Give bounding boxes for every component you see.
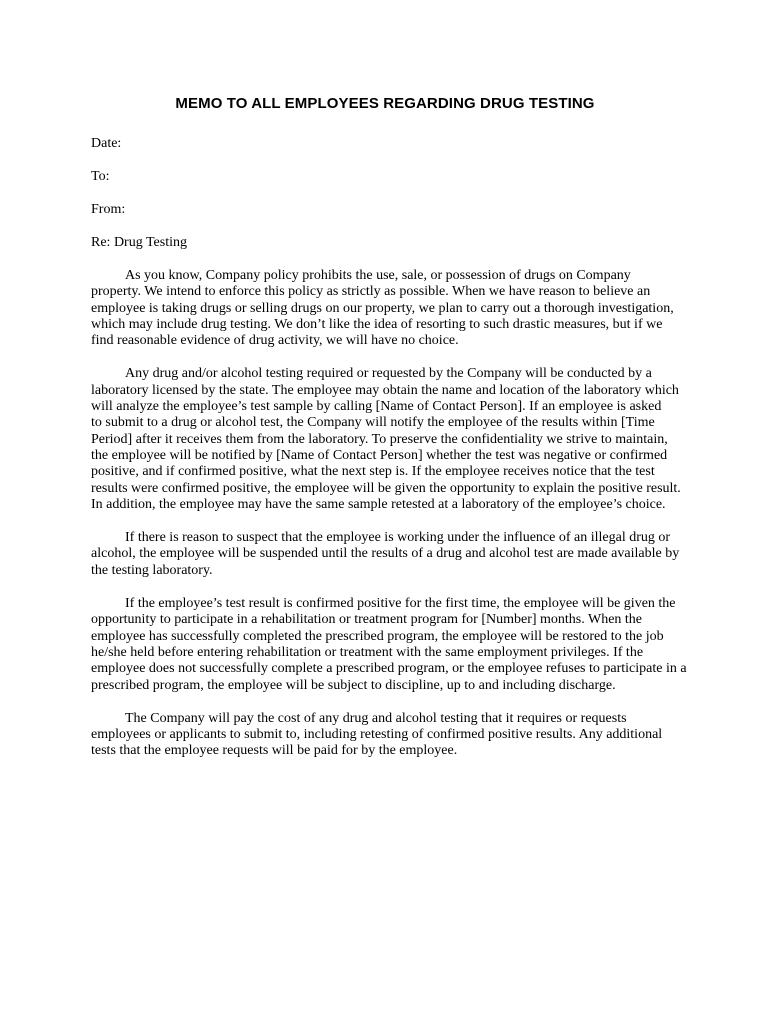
- paragraph-policy: As you know, Company policy prohibits the use, sale, or possession of drugs on Company property. We intend to enforce this policy as strictly as possible. When we have reason to believe an employee is taking drugs or selling drugs on our property, we plan to carry out a thorough investigation, which may include drug testing. We don’t like the idea of resorting to such drastic measures, but if we find reasonable evidence of drug activity, we will have no choice.: [91, 268, 674, 349]
- paragraph-rehabilitation: If the employee’s test result is confirmed positive for the first time, the employee will be given the opportunity to participate in a rehabilitation or treatment program for [Number] months. When the employee has successfully completed the prescribed program, the employee will be restored to the job he/she held before entering rehabilitation or treatment with the same employment privileges. If the employee does not successfully complete a prescribed program, or the employee refuses to participate in a prescribed program, the employee will be subject to discipline, up to and including discharge.: [91, 596, 687, 693]
- date-field: Date:: [91, 136, 122, 151]
- paragraph-testing-procedure: Any drug and/or alcohol testing required or requested by the Company will be conducted by a laboratory licensed by the state. The employee may obtain the name and location of the laboratory which will analyze the employee’s test sample by calling [Name of Contact Person]. If an employee is asked to submit to a drug or alcohol test, the Company will notify the employee of the results within [Time Period] after it receives them from the laboratory. To preserve the confidentiality we strive to maintain, the employee will be notified by [Name of Contact Person] whether the test was negative or confirmed positive, and if confirmed positive, what the next step is. If the employee receives notice that the test results were confirmed positive, the employee will be given the opportunity to explain the positive result. In addition, the employee may have the same sample retested at a laboratory of the employee’s choice.: [91, 366, 681, 512]
- paragraph-suspension: If there is reason to suspect that the employee is working under the influence of an illegal drug or alcohol, the employee will be suspended until the results of a drug and alcohol test are made available by the testing laboratory.: [91, 530, 680, 578]
- from-field: From:: [91, 202, 126, 217]
- memo-body: [91, 136, 691, 777]
- memo-title: MEMO TO ALL EMPLOYEES REGARDING DRUG TESTING: [175, 95, 595, 112]
- subject-line: Re: Drug Testing: [91, 235, 187, 250]
- paragraph-testing-costs: The Company will pay the cost of any drug and alcohol testing that it requires or requests employees or applicants to submit to, including retesting of confirmed positive results. Any additional tests that the employee requests will be paid for by the employee.: [91, 710, 663, 759]
- to-field: To:: [91, 169, 110, 184]
